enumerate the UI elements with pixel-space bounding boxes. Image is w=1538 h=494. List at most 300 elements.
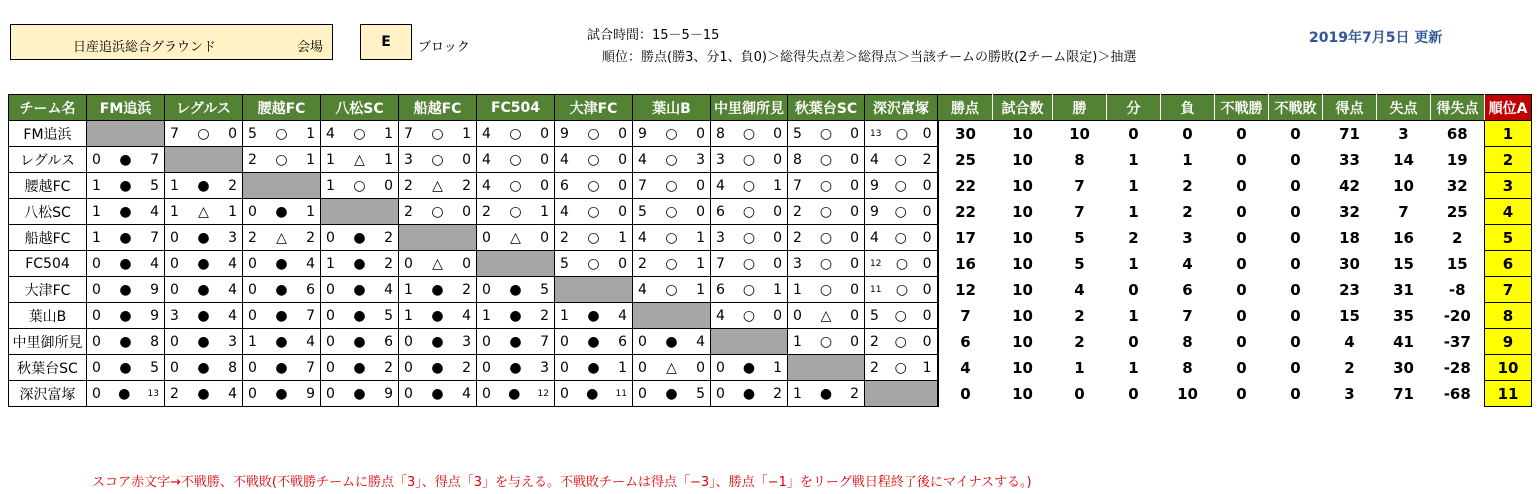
result-mark: ● <box>353 333 366 350</box>
home-score: 4 <box>870 229 879 246</box>
away-score: 3 <box>462 333 471 350</box>
home-score: 3 <box>793 255 802 272</box>
rank-value: 11 <box>1485 381 1532 407</box>
home-score: 0 <box>326 307 335 324</box>
away-score: 2 <box>384 255 393 272</box>
away-score: 4 <box>696 333 705 350</box>
result-mark: ○ <box>742 177 756 194</box>
home-score: 1 <box>793 281 802 298</box>
match-result-cell <box>477 121 555 147</box>
match-result-cell <box>399 121 477 147</box>
result-mark: ● <box>509 359 522 376</box>
match-result-cell <box>633 251 711 277</box>
self-match-cell <box>87 121 165 147</box>
match-result-cell <box>399 147 477 173</box>
home-score: 1 <box>482 307 491 324</box>
result-mark: ○ <box>509 151 522 168</box>
match-result-cell <box>555 329 633 355</box>
away-score: 0 <box>850 151 859 168</box>
match-result-cell <box>633 355 711 381</box>
match-result-cell <box>243 251 321 277</box>
match-result-cell <box>477 381 555 407</box>
away-score: 0 <box>850 177 859 194</box>
result-mark: ● <box>275 281 288 298</box>
match-result-cell <box>633 329 711 355</box>
result-mark: ○ <box>275 125 288 142</box>
match-result-cell <box>477 147 555 173</box>
match-result-cell <box>243 225 321 251</box>
away-score: 1 <box>618 229 627 246</box>
away-score: 0 <box>618 177 627 194</box>
result-mark: ○ <box>819 255 833 272</box>
match-result-cell <box>788 381 865 407</box>
match-result-cell <box>788 303 865 329</box>
result-mark: ○ <box>665 255 678 272</box>
home-score: 0 <box>560 359 569 376</box>
result-mark: ● <box>119 333 132 350</box>
match-result-cell <box>555 303 633 329</box>
away-score: 0 <box>922 281 932 298</box>
home-score: 0 <box>92 151 101 168</box>
home-score: 4 <box>638 229 647 246</box>
home-score: 0 <box>248 281 257 298</box>
table-row <box>9 355 1532 381</box>
match-result-cell <box>87 251 165 277</box>
home-score: 0 <box>326 359 335 376</box>
stat-value: 8 <box>1182 332 1193 351</box>
stat-value: 30 <box>1393 358 1414 377</box>
stat-value: 31 <box>1393 280 1414 299</box>
home-score: 1 <box>326 255 335 272</box>
away-score: 7 <box>306 359 315 376</box>
match-result-cell <box>865 225 938 251</box>
home-score: 0 <box>248 385 257 402</box>
match-result-cell <box>711 251 788 277</box>
result-mark: ● <box>197 333 210 350</box>
away-score: 7 <box>150 229 159 246</box>
stat-value: 4 <box>938 355 993 381</box>
away-score: 0 <box>773 151 782 168</box>
away-score: 2 <box>306 229 315 246</box>
col-header-stat: 得失点 <box>1431 95 1485 121</box>
match-result-cell <box>165 225 243 251</box>
result-mark: ○ <box>431 125 444 142</box>
away-score: 9 <box>150 307 159 324</box>
stat-value: 10 <box>1012 332 1033 351</box>
stat-value: 7 <box>938 303 993 329</box>
away-score: 8 <box>228 359 237 376</box>
result-mark: ○ <box>431 203 444 220</box>
result-mark: ● <box>275 255 288 272</box>
result-mark: ● <box>197 359 210 376</box>
rank-value: 8 <box>1485 303 1532 329</box>
stat-value: 15 <box>1339 306 1360 325</box>
home-score: 0 <box>248 359 257 376</box>
home-score: 4 <box>716 307 725 324</box>
stat-value: 22 <box>938 199 993 225</box>
stat-value: 7 <box>1398 202 1409 221</box>
result-mark: ● <box>742 359 756 376</box>
stat-value: 42 <box>1339 176 1360 195</box>
stat-value: 4 <box>1074 280 1085 299</box>
home-score: 0 <box>170 229 179 246</box>
stat-value: 1 <box>1182 150 1193 169</box>
result-mark: ● <box>431 307 444 324</box>
away-score: 0 <box>850 203 859 220</box>
table-row <box>9 277 1532 303</box>
stat-value: 41 <box>1393 332 1414 351</box>
home-score: 2 <box>870 359 879 376</box>
away-score: 4 <box>228 281 237 298</box>
away-score: 5 <box>150 177 159 194</box>
home-score: 0 <box>638 333 647 350</box>
stat-value: 8 <box>1182 358 1193 377</box>
block-label: E <box>360 24 412 60</box>
result-mark: ○ <box>665 177 678 194</box>
team-name: FC504 <box>9 251 87 277</box>
match-result-cell <box>711 121 788 147</box>
match-result-cell <box>555 355 633 381</box>
match-result-cell <box>477 199 555 225</box>
stat-value: 10 <box>1012 384 1033 403</box>
col-header-opponent: 秋葉台SC <box>788 95 865 121</box>
result-mark: ● <box>119 307 132 324</box>
table-row <box>9 199 1532 225</box>
match-result-cell <box>321 277 399 303</box>
result-mark: ● <box>431 333 444 350</box>
result-mark: ● <box>275 385 288 402</box>
result-mark: ● <box>587 359 600 376</box>
stat-value: 32 <box>1339 202 1360 221</box>
col-header-stat: 分 <box>1107 95 1161 121</box>
home-score: 12 <box>870 258 882 269</box>
stat-value: 0 <box>1236 228 1247 247</box>
self-match-cell <box>477 251 555 277</box>
home-score: 0 <box>482 281 491 298</box>
stat-value: 68 <box>1446 124 1468 143</box>
stat-value: -37 <box>1443 332 1471 351</box>
home-score: 5 <box>870 307 879 324</box>
team-name: 秋葉台SC <box>9 355 87 381</box>
col-header-opponent: FM追浜 <box>87 95 165 121</box>
away-score: 0 <box>850 281 859 298</box>
home-score: 4 <box>560 151 569 168</box>
match-result-cell <box>633 173 711 199</box>
result-mark: ○ <box>895 255 909 272</box>
away-score: 2 <box>462 359 471 376</box>
stat-value: 25 <box>1446 202 1468 221</box>
home-score: 0 <box>560 333 569 350</box>
stat-value: 15 <box>1446 254 1468 273</box>
stat-value: 7 <box>1074 202 1085 221</box>
match-result-cell <box>399 355 477 381</box>
match-result-cell <box>321 329 399 355</box>
match-result-cell <box>865 329 938 355</box>
match-result-cell <box>865 303 938 329</box>
away-score: 0 <box>618 151 627 168</box>
away-score: 4 <box>462 385 471 402</box>
stat-value: 10 <box>1012 306 1033 325</box>
away-score: 1 <box>462 125 471 142</box>
home-score: 1 <box>170 177 179 194</box>
team-name: 腰越FC <box>9 173 87 199</box>
home-score: 0 <box>404 359 413 376</box>
home-score: 2 <box>793 229 802 246</box>
match-result-cell <box>477 355 555 381</box>
away-score: 11 <box>615 388 627 399</box>
result-mark: ● <box>353 359 366 376</box>
stat-value: 4 <box>1182 254 1193 273</box>
team-name: 船越FC <box>9 225 87 251</box>
match-result-cell <box>865 147 938 173</box>
match-result-cell <box>711 303 788 329</box>
result-mark: ○ <box>819 203 833 220</box>
header-row <box>9 95 1532 121</box>
result-mark: ○ <box>509 125 522 142</box>
home-score: 0 <box>92 359 101 376</box>
col-header-team: チーム名 <box>9 95 87 121</box>
home-score: 0 <box>482 359 491 376</box>
home-score: 5 <box>793 125 802 142</box>
match-result-cell <box>555 173 633 199</box>
result-mark: ● <box>353 307 366 324</box>
home-score: 1 <box>326 151 335 168</box>
home-score: 4 <box>482 125 491 142</box>
away-score: 9 <box>384 385 393 402</box>
home-score: 9 <box>638 125 647 142</box>
away-score: 0 <box>773 229 782 246</box>
stat-value: 0 <box>1128 280 1139 299</box>
result-mark: ● <box>431 385 444 402</box>
match-result-cell <box>633 199 711 225</box>
table-row <box>9 251 1532 277</box>
self-match-cell <box>165 147 243 173</box>
away-score: 2 <box>773 385 782 402</box>
match-result-cell <box>321 355 399 381</box>
home-score: 2 <box>638 255 647 272</box>
home-score: 9 <box>870 203 879 220</box>
result-mark: ○ <box>894 333 907 350</box>
self-match-cell <box>243 173 321 199</box>
match-result-cell <box>165 199 243 225</box>
match-result-cell <box>865 277 938 303</box>
home-score: 6 <box>716 281 725 298</box>
result-mark: ● <box>197 229 210 246</box>
result-mark: ○ <box>587 177 600 194</box>
away-score: 4 <box>306 333 315 350</box>
result-mark: ● <box>119 281 132 298</box>
away-score: 3 <box>540 359 549 376</box>
home-score: 0 <box>482 333 491 350</box>
home-score: 11 <box>870 284 882 295</box>
home-score: 8 <box>716 125 725 142</box>
result-mark: △ <box>820 307 832 324</box>
match-result-cell <box>399 199 477 225</box>
stat-value: 0 <box>938 381 993 407</box>
team-name: 大津FC <box>9 277 87 303</box>
result-mark: ● <box>119 255 132 272</box>
result-mark: ○ <box>894 203 907 220</box>
table-row <box>9 329 1532 355</box>
stat-value: 5 <box>1074 254 1085 273</box>
match-result-cell <box>243 381 321 407</box>
rank-value: 1 <box>1485 121 1532 147</box>
stat-value: 10 <box>1012 280 1033 299</box>
result-mark: ● <box>819 385 833 402</box>
match-result-cell <box>165 251 243 277</box>
home-score: 1 <box>248 333 257 350</box>
stat-value: 35 <box>1393 306 1414 325</box>
match-result-cell <box>633 277 711 303</box>
col-header-stat: 不戦敗 <box>1269 95 1323 121</box>
col-header-stat: 失点 <box>1377 95 1431 121</box>
home-score: 2 <box>870 333 879 350</box>
away-score: 2 <box>540 307 549 324</box>
stat-value: 10 <box>1177 384 1198 403</box>
result-mark: ○ <box>587 151 600 168</box>
stat-value: 6 <box>938 329 993 355</box>
home-score: 0 <box>404 333 413 350</box>
away-score: 0 <box>850 229 859 246</box>
match-result-cell <box>865 121 938 147</box>
home-score: 5 <box>248 125 257 142</box>
col-header-opponent: 八松SC <box>321 95 399 121</box>
self-match-cell <box>865 381 938 407</box>
result-mark: ○ <box>819 151 833 168</box>
match-result-cell <box>243 121 321 147</box>
home-score: 4 <box>716 177 725 194</box>
home-score: 0 <box>404 255 413 272</box>
stat-value: 71 <box>1393 384 1414 403</box>
col-header-opponent: FC504 <box>477 95 555 121</box>
match-result-cell <box>321 303 399 329</box>
away-score: 8 <box>150 333 159 350</box>
col-header-opponent: 葉山B <box>633 95 711 121</box>
match-result-cell <box>788 225 865 251</box>
home-score: 0 <box>248 307 257 324</box>
col-header-opponent: 大津FC <box>555 95 633 121</box>
match-result-cell <box>87 173 165 199</box>
stat-value: 30 <box>938 121 993 147</box>
home-score: 1 <box>92 177 101 194</box>
stat-value: -68 <box>1443 384 1471 403</box>
away-score: 9 <box>150 281 159 298</box>
result-mark: ○ <box>587 229 600 246</box>
result-mark: ● <box>587 307 600 324</box>
result-mark: ○ <box>742 125 756 142</box>
stat-value: 1 <box>1128 254 1139 273</box>
table-row <box>9 147 1532 173</box>
match-result-cell <box>399 329 477 355</box>
home-score: 0 <box>248 255 257 272</box>
home-score: 2 <box>560 229 569 246</box>
team-name: 深沢富塚 <box>9 381 87 407</box>
stat-value: 19 <box>1446 150 1468 169</box>
home-score: 0 <box>170 333 179 350</box>
result-mark: ● <box>353 385 366 402</box>
result-mark: △ <box>354 151 365 168</box>
result-mark: ● <box>508 385 521 402</box>
stat-value: 0 <box>1128 124 1139 143</box>
result-mark: ○ <box>819 177 833 194</box>
away-score: 0 <box>922 307 932 324</box>
match-result-cell <box>711 277 788 303</box>
stat-value: 0 <box>1236 358 1247 377</box>
stat-value: 30 <box>1339 254 1360 273</box>
away-score: 0 <box>462 255 471 272</box>
home-score: 1 <box>793 333 802 350</box>
table-row <box>9 381 1532 407</box>
match-result-cell <box>399 173 477 199</box>
away-score: 1 <box>306 151 315 168</box>
col-header-rank: 順位A <box>1485 95 1532 121</box>
col-header-opponent: 深沢富塚 <box>865 95 938 121</box>
col-header-opponent: 中里御所見 <box>711 95 788 121</box>
stat-value: 0 <box>1290 306 1301 325</box>
match-result-cell <box>165 381 243 407</box>
result-mark: ● <box>275 333 288 350</box>
result-mark: ● <box>119 359 132 376</box>
col-header-stat: 勝 <box>1053 95 1107 121</box>
match-result-cell <box>711 147 788 173</box>
match-result-cell <box>788 121 865 147</box>
match-result-cell <box>711 173 788 199</box>
home-score: 0 <box>482 385 491 402</box>
match-result-cell <box>555 121 633 147</box>
match-result-cell <box>87 147 165 173</box>
stat-value: 10 <box>1012 150 1033 169</box>
home-score: 2 <box>482 203 491 220</box>
away-score: 3 <box>696 151 705 168</box>
home-score: 0 <box>92 281 101 298</box>
home-score: 1 <box>560 307 569 324</box>
match-result-cell <box>165 173 243 199</box>
home-score: 2 <box>248 229 257 246</box>
result-mark: ○ <box>894 359 907 376</box>
match-result-cell <box>321 251 399 277</box>
result-mark: ○ <box>353 177 366 194</box>
stat-value: 0 <box>1290 124 1301 143</box>
stat-value: 2 <box>1074 306 1085 325</box>
match-result-cell <box>165 303 243 329</box>
result-mark: △ <box>432 177 443 194</box>
home-score: 0 <box>326 385 335 402</box>
stat-value: 4 <box>1344 332 1355 351</box>
away-score: 6 <box>306 281 315 298</box>
home-score: 4 <box>638 151 647 168</box>
away-score: 0 <box>540 177 549 194</box>
stat-value: 2 <box>1452 228 1463 247</box>
match-result-cell <box>865 355 938 381</box>
match-result-cell <box>87 199 165 225</box>
result-mark: ● <box>275 359 288 376</box>
self-match-cell <box>633 303 711 329</box>
away-score: 1 <box>922 359 932 376</box>
away-score: 0 <box>696 359 705 376</box>
stat-value: 25 <box>938 147 993 173</box>
result-mark: ○ <box>509 177 522 194</box>
home-score: 4 <box>482 177 491 194</box>
home-score: 4 <box>326 125 335 142</box>
away-score: 2 <box>228 177 237 194</box>
away-score: 0 <box>922 203 932 220</box>
stat-value: 1 <box>1128 358 1139 377</box>
stat-value: -28 <box>1443 358 1471 377</box>
self-match-cell <box>788 355 865 381</box>
stat-value: 0 <box>1290 228 1301 247</box>
stat-value: 2 <box>1182 202 1193 221</box>
away-score: 0 <box>540 151 549 168</box>
